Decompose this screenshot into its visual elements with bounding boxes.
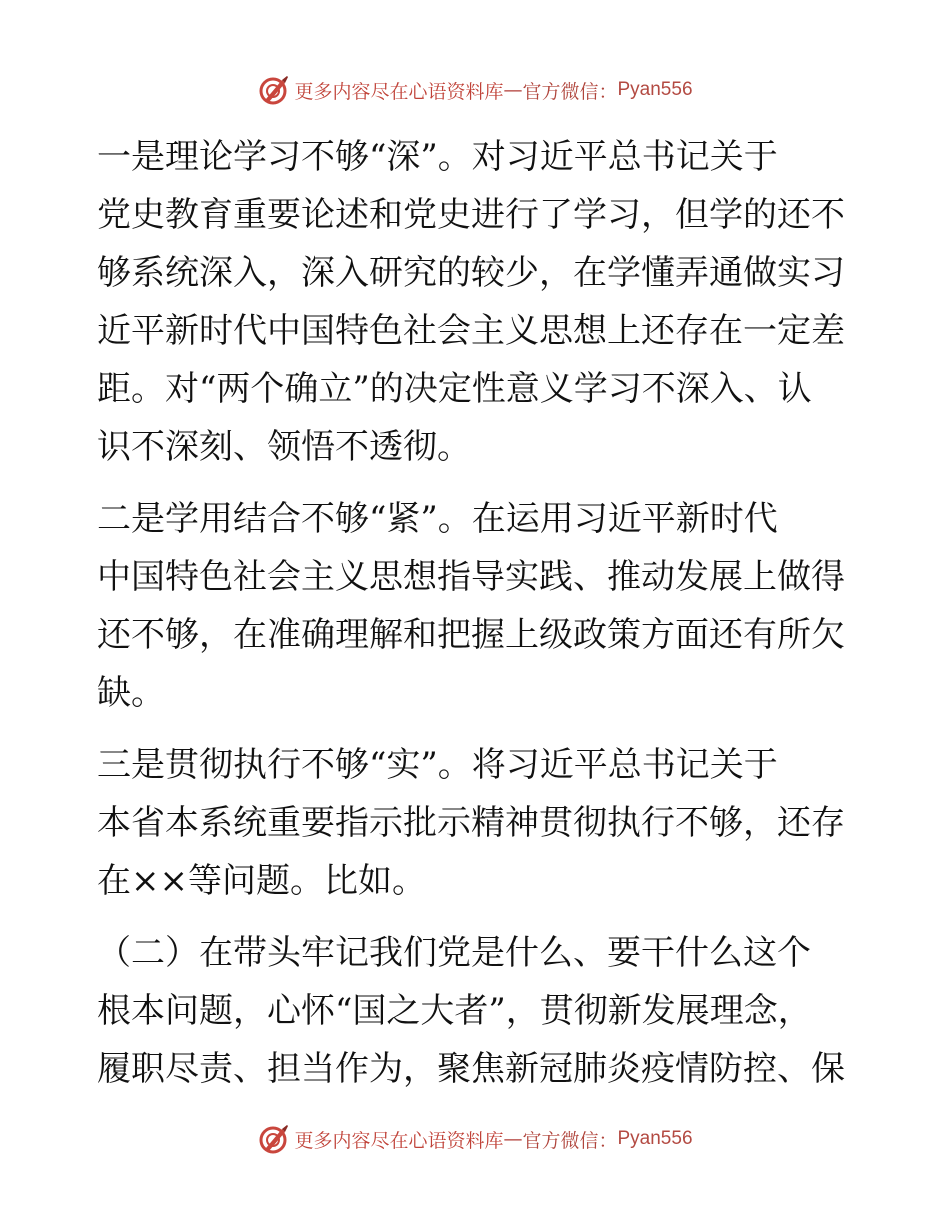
paragraph-section-two: [97, 924, 857, 1098]
text-line: 本省本系统重要指示批示精神贯彻执行不够，还存: [97, 803, 845, 843]
paragraph-study-application: [97, 490, 857, 722]
paragraph-implementation: [97, 736, 857, 910]
watermark-dash: —: [503, 1128, 523, 1150]
text-line: 中国特色社会主义思想指导实践、推动发展上做得: [97, 557, 845, 597]
text-line: 识不深刻、领悟不透彻。: [97, 427, 471, 467]
document-body: [97, 128, 857, 1098]
text-line: 二是学用结合不够“紧”。在运用习近平新时代: [97, 499, 778, 539]
text-line: 一是理论学习不够“深”。对习近平总书记关于: [97, 137, 778, 177]
text-line: 履职尽责、担当作为，聚焦新冠肺炎疫情防控、保: [97, 1049, 845, 1089]
pen-logo-icon: [257, 74, 289, 106]
watermark-account-label: 官方微信：: [522, 80, 618, 103]
text-line: 缺。: [97, 673, 165, 713]
paragraph-gap: [97, 476, 857, 490]
text-line: 距。对“两个确立”的决定性意义学习不深入、认: [97, 369, 812, 409]
watermark-account-label: 官方微信：: [522, 1129, 618, 1152]
text-line: 在××等问题。比如。: [97, 861, 426, 901]
watermark-account-id: Pyan556: [617, 1128, 693, 1149]
text-line: 还不够，在准确理解和把握上级政策方面还有所欠: [97, 615, 845, 655]
paragraph-gap: [97, 910, 857, 924]
watermark-banner-bottom: [0, 1121, 950, 1157]
paragraph-theory-study: [97, 128, 857, 476]
watermark-text: 更多内容尽在心语资料库: [294, 80, 504, 103]
text-line: 三是贯彻执行不够“实”。将习近平总书记关于: [97, 745, 778, 785]
watermark-text: 更多内容尽在心语资料库: [294, 1129, 504, 1152]
paragraph-gap: [97, 722, 857, 736]
text-line: 党史教育重要论述和党史进行了学习，但学的还不: [97, 195, 845, 235]
pen-logo-icon: [257, 1123, 289, 1155]
watermark-dash: —: [503, 79, 523, 101]
watermark-account-id: Pyan556: [617, 79, 693, 100]
text-line: 够系统深入，深入研究的较少，在学懂弄通做实习: [97, 253, 845, 293]
text-line: （二）在带头牢记我们党是什么、要干什么这个: [97, 933, 811, 973]
watermark-banner-top: [0, 72, 950, 108]
text-line: 根本问题，心怀“国之大者”，贯彻新发展理念，: [97, 991, 812, 1031]
text-line: 近平新时代中国特色社会主义思想上还存在一定差: [97, 311, 845, 351]
